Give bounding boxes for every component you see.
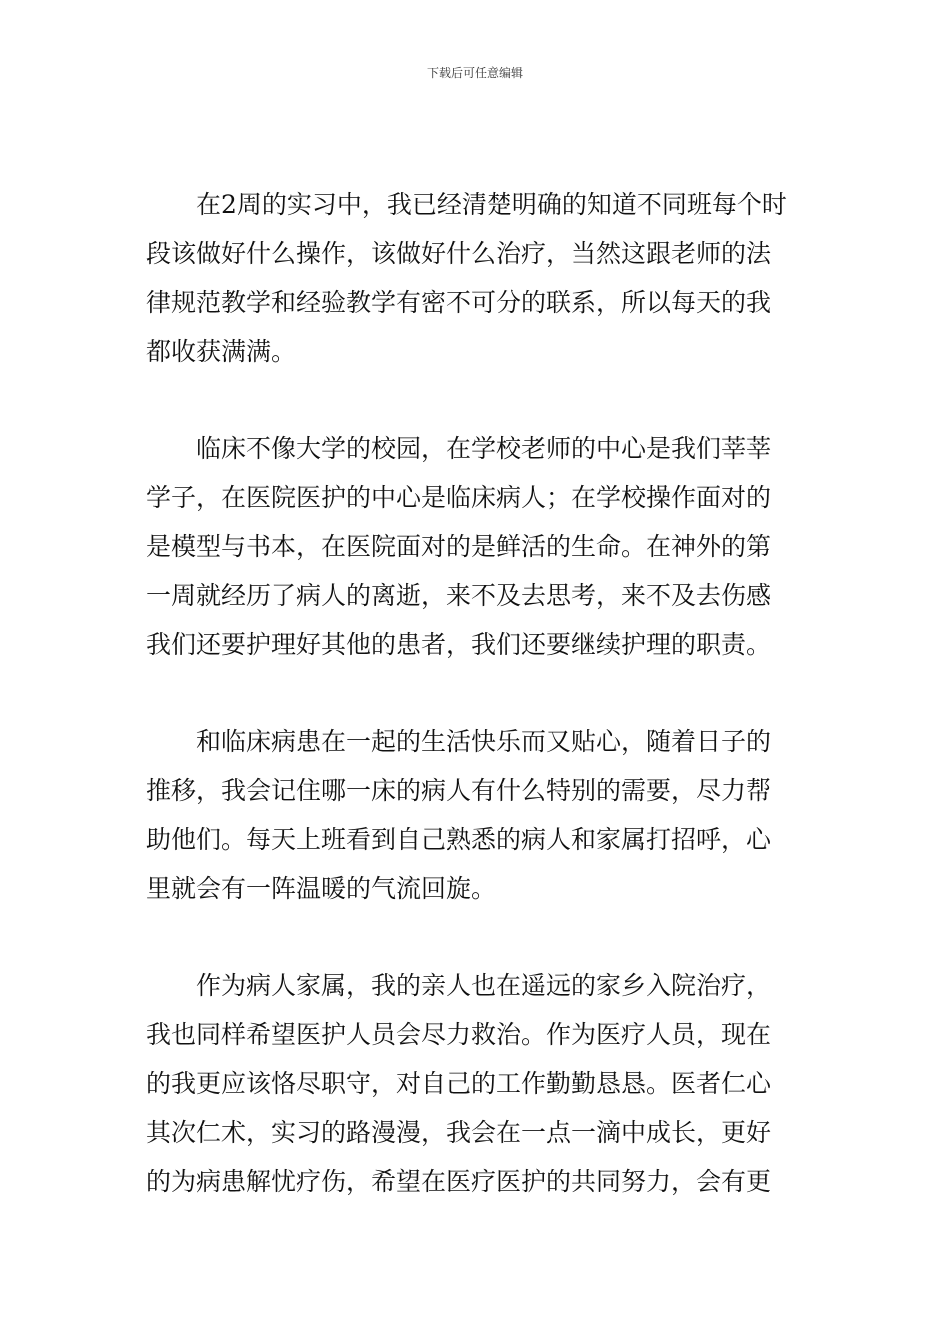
paragraph-line: 是模型与书本，在医院面对的是鲜活的生命。在神外的第 bbox=[146, 532, 772, 561]
paragraph-line: 其次仁术，实习的路漫漫，我会在一点一滴中成长，更好 bbox=[146, 1118, 772, 1147]
paragraph-line: 段该做好什么操作，该做好什么治疗，当然这跟老师的法 bbox=[146, 239, 772, 268]
paragraph-3 bbox=[146, 717, 816, 913]
paragraph-line: 推移，我会记住哪一床的病人有什么特别的需要，尽力帮 bbox=[146, 776, 772, 805]
document-body bbox=[146, 180, 816, 1206]
paragraph-line: 的为病患解忧疗伤，希望在医疗医护的共同努力，会有更 bbox=[146, 1167, 772, 1196]
paragraph-line: 里就会有一阵温暖的气流回旋。 bbox=[146, 874, 497, 903]
paragraph-line: 学子，在医院医护的中心是临床病人；在学校操作面对的 bbox=[146, 483, 772, 512]
paragraph-4 bbox=[146, 961, 816, 1206]
paragraph-line: 一周就经历了病人的离逝，来不及去思考，来不及去伤感 bbox=[146, 581, 772, 610]
paragraph-line: 在2周的实习中，我已经清楚明确的知道不同班每个时 bbox=[196, 190, 787, 219]
page-header: 下载后可任意编辑 bbox=[426, 66, 523, 80]
paragraph-line: 临床不像大学的校园，在学校老师的中心是我们莘莘 bbox=[196, 434, 772, 463]
paragraph-line: 律规范教学和经验教学有密不可分的联系，所以每天的我 bbox=[146, 288, 772, 317]
paragraph-line: 助他们。每天上班看到自己熟悉的病人和家属打招呼，心 bbox=[146, 825, 772, 854]
paragraph-line: 作为病人家属，我的亲人也在遥远的家乡入院治疗， bbox=[196, 971, 772, 1000]
paragraph-2 bbox=[146, 424, 816, 669]
paragraph-line: 我也同样希望医护人员会尽力救治。作为医疗人员，现在 bbox=[146, 1020, 772, 1049]
paragraph-line: 都收获满满。 bbox=[146, 337, 297, 366]
paragraph-1 bbox=[146, 180, 816, 376]
paragraph-line: 和临床病患在一起的生活快乐而又贴心，随着日子的 bbox=[196, 727, 772, 756]
paragraph-line: 我们还要护理好其他的患者，我们还要继续护理的职责。 bbox=[146, 630, 772, 659]
paragraph-line: 的我更应该恪尽职守，对自己的工作勤勤恳恳。医者仁心 bbox=[146, 1069, 772, 1098]
